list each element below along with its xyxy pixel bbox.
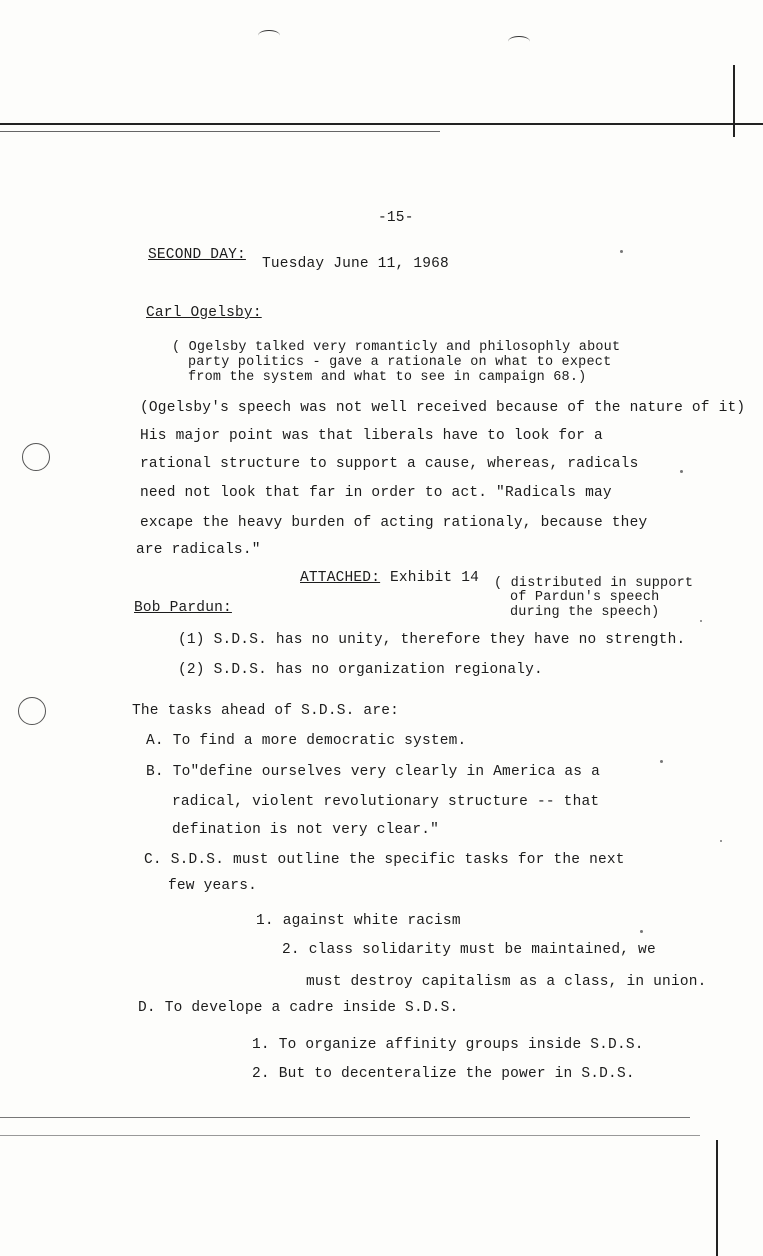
attached-label: ATTACHED: — [300, 570, 381, 586]
task-line: D. To develope a cadre inside S.D.S. — [138, 1000, 459, 1016]
subtask-line: 1. against white racism — [256, 913, 461, 929]
subtask-line: 2. But to decenteralize the power in S.D.S. — [252, 1066, 635, 1082]
body-line: His major point was that liberals have to look for a — [140, 428, 603, 444]
footer-rule — [0, 1117, 690, 1118]
section-date: Tuesday June 11, 1968 — [262, 256, 449, 272]
point-line: (1) S.D.S. has no unity, therefore they have no strength. — [178, 632, 686, 648]
body-line: rational structure to support a cause, whereas, radicals — [140, 456, 639, 472]
task-line: defination is not very clear." — [172, 822, 440, 838]
footer-rule — [0, 1135, 700, 1136]
attached-note: of Pardun's speech — [510, 590, 660, 605]
subtask-line: 2. class solidarity must be maintained, we — [282, 942, 656, 958]
tasks-intro: The tasks ahead of S.D.S. are: — [132, 703, 400, 719]
subtask-line: must destroy capitalism as a class, in union. — [306, 974, 707, 990]
point-line: (2) S.D.S. has no organization regionaly. — [178, 662, 543, 678]
speck — [640, 930, 643, 933]
speck — [660, 760, 663, 763]
summary-line: ( Ogelsby talked very romanticly and philosophly about — [172, 340, 621, 355]
punch-hole — [22, 443, 50, 471]
body-line: are radicals." — [136, 542, 261, 558]
summary-line: party politics - gave a rationale on what to expect — [188, 355, 612, 370]
body-line: need not look that far in order to act. "Radicals may — [140, 485, 612, 501]
subtask-line: 1. To organize affinity groups inside S.D.S. — [252, 1037, 644, 1053]
margin-rule — [733, 65, 735, 137]
summary-line: from the system and what to see in campaign 68.) — [188, 370, 587, 385]
attached-exhibit: Exhibit 14 — [390, 570, 480, 586]
speaker-name: Carl Ogelsby: — [146, 305, 262, 321]
speck — [700, 620, 702, 622]
speaker-name: Bob Pardun: — [134, 600, 232, 616]
task-line: few years. — [168, 878, 258, 894]
speck — [620, 250, 623, 253]
task-line: radical, violent revolutionary structure -- that — [172, 794, 600, 810]
punch-hole — [18, 697, 46, 725]
header-rule — [0, 123, 763, 125]
header-rule — [0, 131, 440, 132]
scan-mark — [258, 30, 280, 41]
task-line: A. To find a more democratic system. — [146, 733, 467, 749]
task-line: B. To"define ourselves very clearly in America as a — [146, 764, 600, 780]
task-line: C. S.D.S. must outline the specific tasks for the next — [144, 852, 625, 868]
body-line: excape the heavy burden of acting rationaly, because they — [140, 515, 648, 531]
attached-note: during the speech) — [510, 605, 660, 620]
body-line: (Ogelsby's speech was not well received because of the nature of it) — [140, 400, 746, 416]
attached-note: ( distributed in support — [494, 576, 694, 591]
speck — [720, 840, 722, 842]
section-label: SECOND DAY: — [148, 247, 246, 263]
scan-mark — [508, 36, 530, 47]
speck — [680, 470, 683, 473]
margin-rule — [716, 1140, 718, 1256]
page-number: -15- — [378, 210, 414, 226]
